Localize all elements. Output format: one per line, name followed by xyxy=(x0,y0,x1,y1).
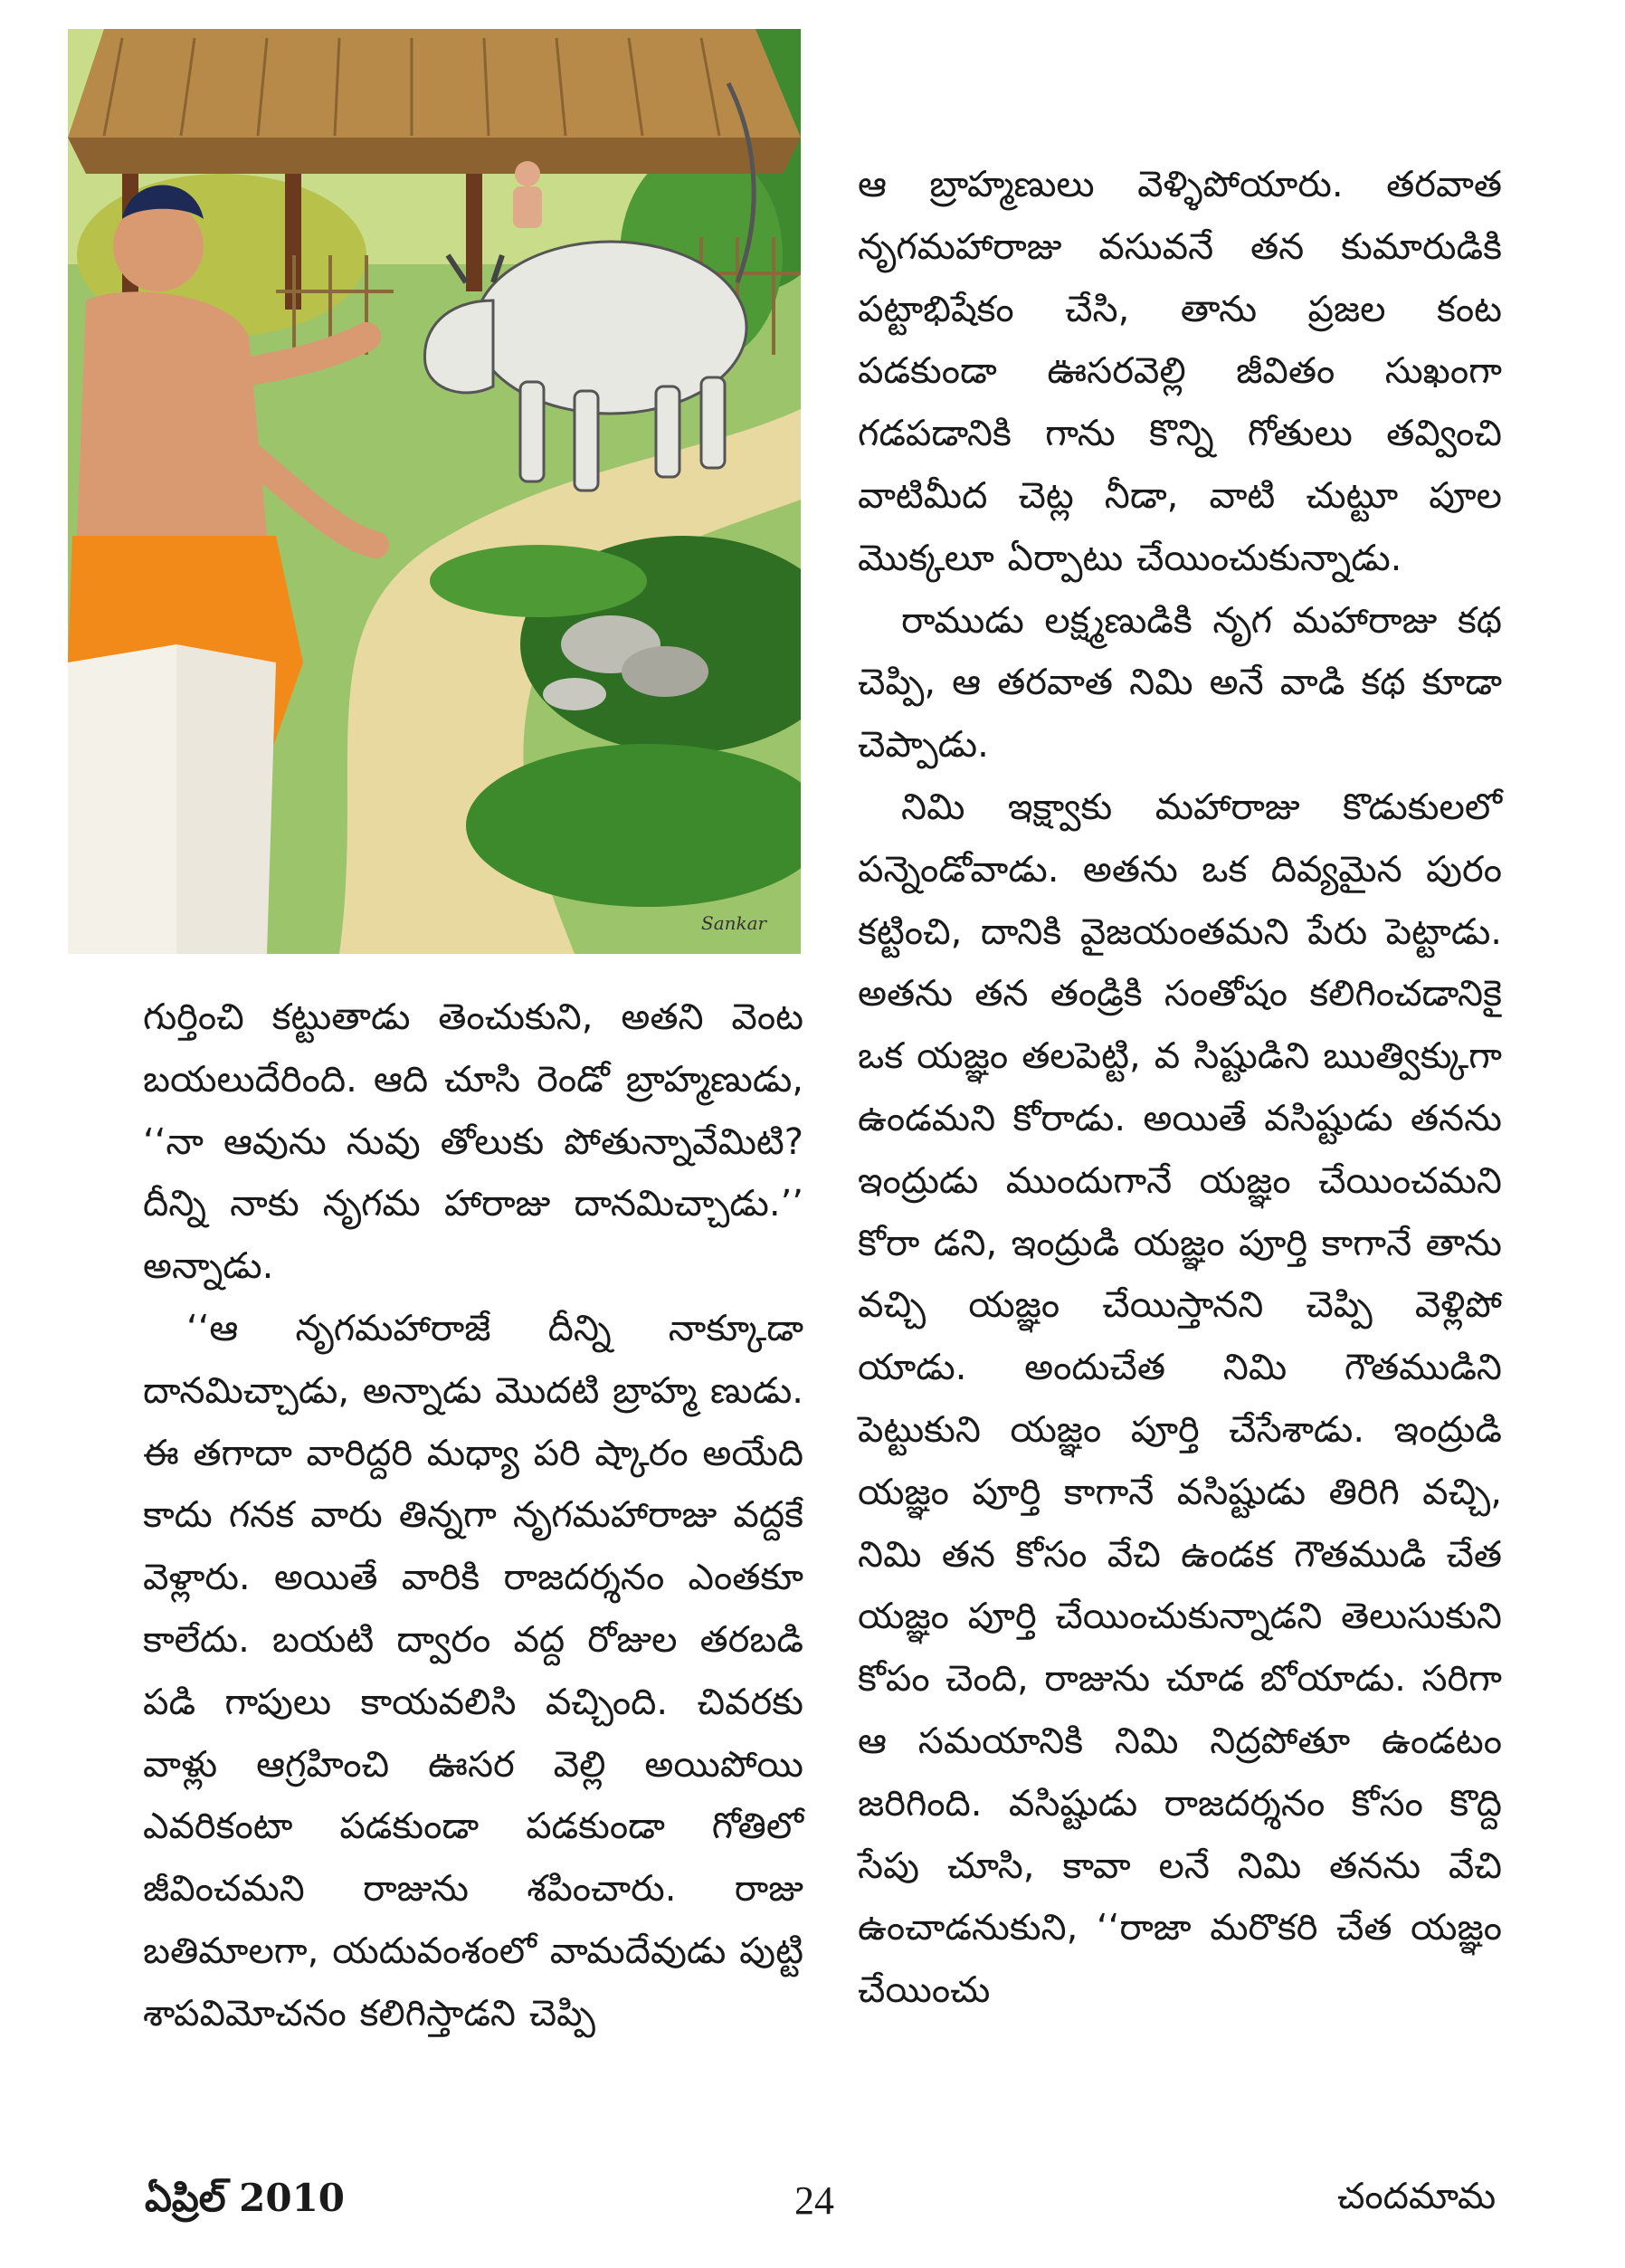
left-text-column xyxy=(143,986,803,2045)
issue-date: ఏప్రిల్ 2010 xyxy=(145,2176,346,2220)
paragraph: ఆ బ్రాహ్మణులు వెళ్ళిపోయారు. తరవాత నృగమహారాజు వసువనే తన కుమారుడికి పట్టాభిషేకం చేసి, తాను ప్రజల కంట పడకుండా ఊసరవెల్లి జీవితం సుఖంగా గడపడానికి గాను కొన్ని గోతులు తవ్వించి వాటిమీద చెట్ల నీడా, వాటి చుట్టూ పూల మొక్కలూ ఏర్పాటు చేయించుకున్నాడు. xyxy=(858,164,1502,579)
paragraph: గుర్తించి కట్టుతాడు తెంచుకుని, అతని వెంట బయలుదేరింది. ఆది చూసి రెండో బ్రాహ్మణుడు, ‘‘నా ఆవును నువు తోలుకు పోతున్నావేమిటి? దీన్ని నాకు నృగమ హారాజు దానమిచ్చాడు.’’ అన్నాడు. xyxy=(143,996,803,1288)
right-text-column xyxy=(858,154,1502,2022)
illustrator-signature: Sankar xyxy=(701,912,767,934)
paragraph: రాముడు లక్ష్మణుడికి నృగ మహారాజు కథ చెప్పి, ఆ తరవాత నిమి అనే వాడి కథ కూడా చెప్పాడు. xyxy=(858,599,1502,767)
page-number: 24 xyxy=(794,2178,834,2223)
paragraph: ‘‘ఆ నృగమహారాజే దీన్ని నాక్కూడా దానమిచ్చాడు, అన్నాడు మొదటి బ్రాహ్మ ణుడు. ఈ తగాదా వారిద్దరి మధ్యా పరి ష్కారం అయేది కాదు గనక వారు తిన్నగా నృగమహారాజు వద్దకే వెళ్లారు. అయితే వారికి రాజదర్శనం ఎంతకూ కాలేదు. బయటి ద్వారం వద్ద రోజుల తరబడి పడి గాపులు కాయవలిసి వచ్చింది. చివరకు వాళ్లు ఆగ్రహించి ఊసర వెల్లి అయిపోయి ఎవరికంటా పడకుండా పడకుండా గోతిలో జీవించమని రాజును శపించారు. రాజు బతిమాలగా, యదువంశంలో వామదేవుడు పుట్టి శాపవిమోచనం కలిగిస్తాడని చెప్పి xyxy=(143,1307,804,2035)
paragraph: నిమి ఇక్ష్వాకు మహారాజు కొడుకులలో పన్నెండోవాడు. అతను ఒక దివ్యమైన పురం కట్టించి, దానికి వైజయంతమని పేరు పెట్టాడు. అతను తన తండ్రికి సంతోషం కలిగించడానికై ఒక యజ్ఞం తలపెట్టి, వ సిష్టుడిని ఋత్విక్కుగా ఉండమని కోరాడు. అయితే వసిష్టుడు తనను ఇంద్రుడు ముందుగానే యజ్ఞం చేయించమని కోరా డని, ఇంద్రుడి యజ్ఞం పూర్తి కాగానే తాను వచ్చి యజ్ఞం చేయిస్తానని చెప్పి వెళ్లిపో యాడు. అందుచేత నిమి గౌతముడిని పెట్టుకుని యజ్ఞం పూర్తి చేసేశాడు. ఇంద్రుడి యజ్ఞం పూర్తి కాగానే వసిష్టుడు తిరిగి వచ్చి, నిమి తన కోసం వేచి ఉండక గౌతముడి చేత యజ్ఞం పూర్తి చేయించుకున్నాడని తెలుసుకుని కోపం చెంది, రాజును చూడ బోయాడు. సరిగా ఆ సమయానికి నిమి నిద్రపోతూ ఉండటం జరిగింది. వసిష్టుడు రాజదర్శనం కోసం కొద్ది సేపు చూసి, కావా లనే నిమి తనను వేచి ఉంచాడనుకుని, ‘‘రాజా మరొకరి చేత యజ్ఞం చేయించు xyxy=(858,786,1502,2012)
story-illustration xyxy=(68,29,801,954)
magazine-name: చందమామ xyxy=(1337,2176,1497,2217)
